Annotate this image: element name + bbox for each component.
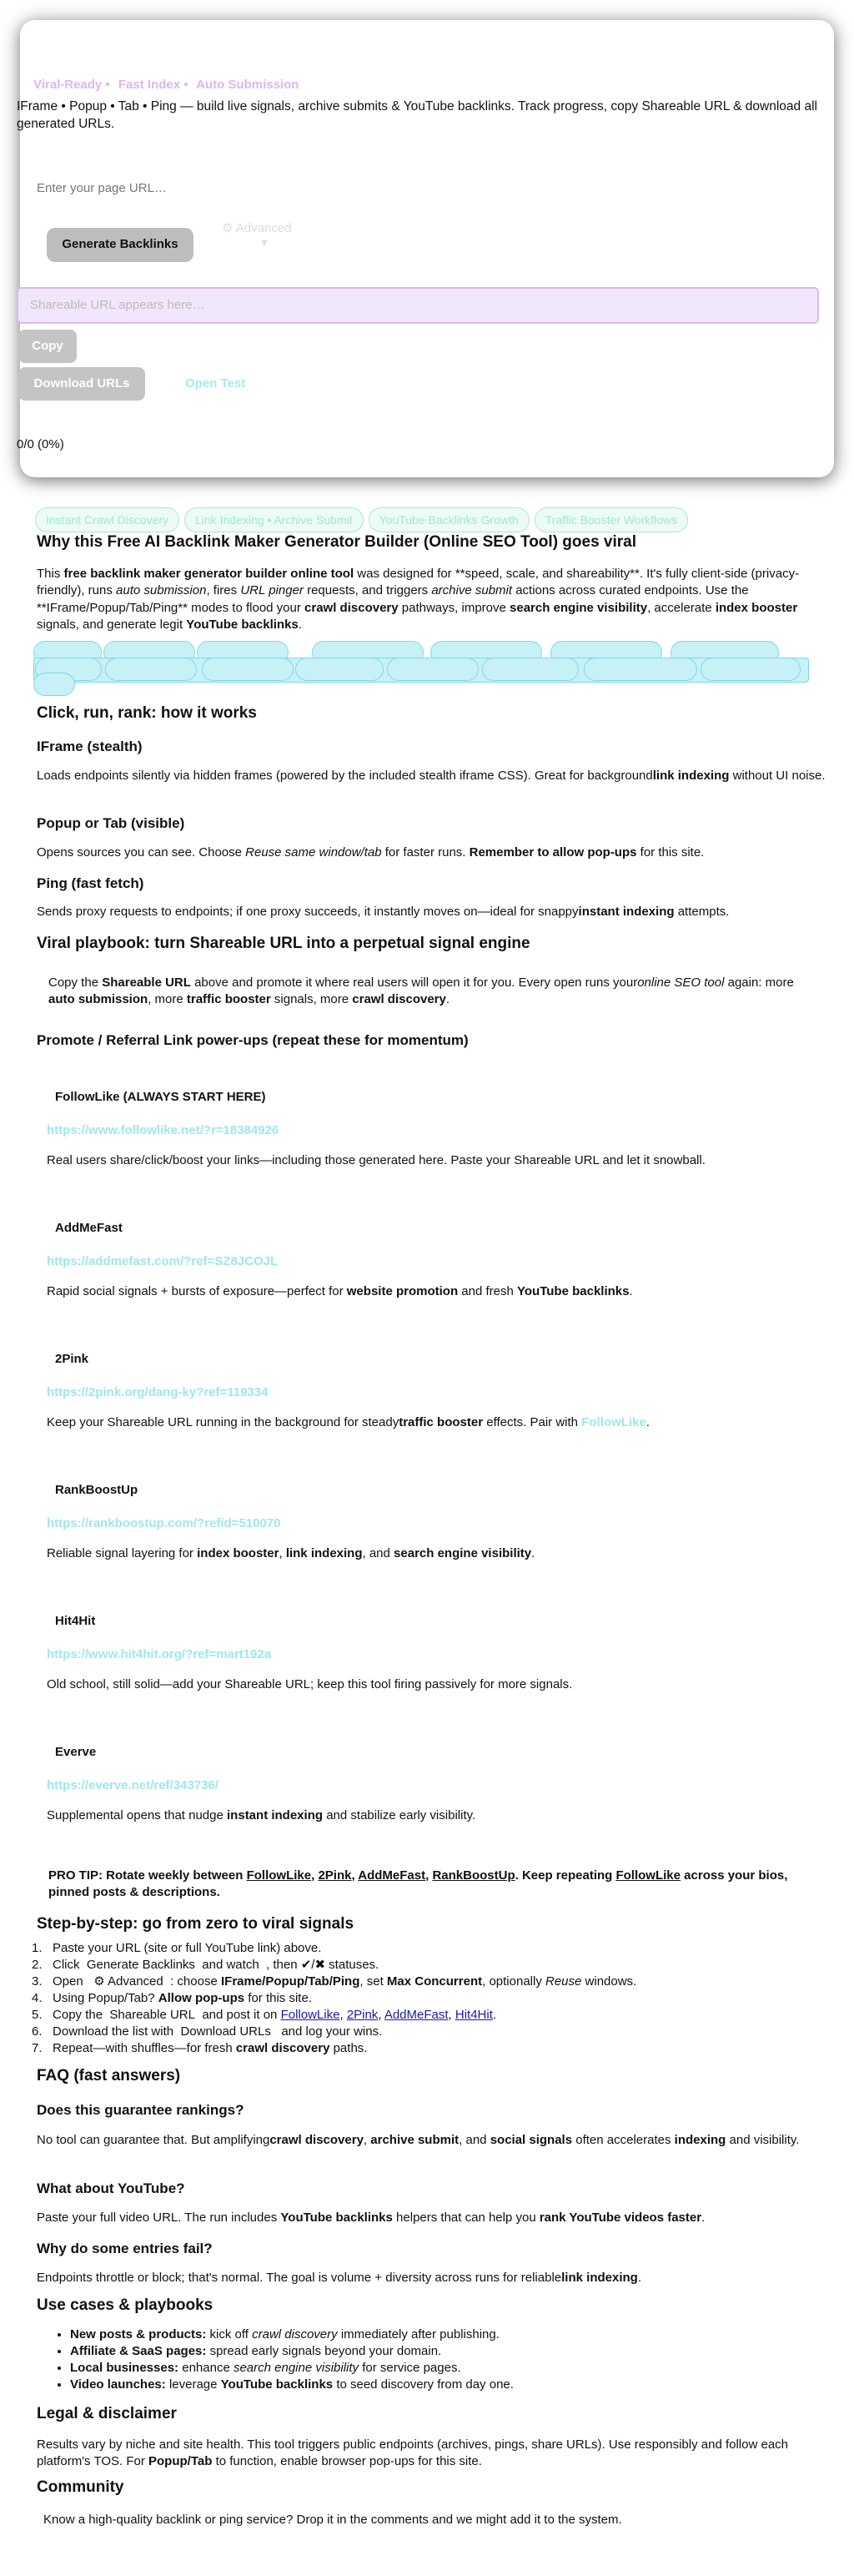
- decorative-pill: [482, 658, 579, 681]
- badge: Fast Index •: [118, 78, 188, 92]
- step-item: 6. Download the list with Download URLs and log your wins.: [32, 2024, 383, 2039]
- decorative-pill-cluster: [33, 641, 826, 696]
- promo-card-desc: Old school, still solid—add your Shareable URL; keep this tool firing passively for more signals.: [47, 1677, 573, 1691]
- decorative-pill: [105, 658, 197, 681]
- shareable-url-placeholder: Shareable URL appears here…: [30, 297, 205, 312]
- decorative-pill: [295, 658, 384, 681]
- keyword-pills: [35, 507, 688, 532]
- rankboostup-link[interactable]: RankBoostUp: [432, 1868, 515, 1883]
- faq-answer: No tool can guarantee that. But amplifyingcrawl discovery, archive submit, and social signals often accelerates indexing and visibility.: [37, 2133, 800, 2147]
- followlike-link[interactable]: FollowLike: [615, 1868, 681, 1883]
- steps-list: [32, 1940, 824, 2057]
- url-input[interactable]: [37, 175, 287, 200]
- addmefast-link[interactable]: AddMeFast: [358, 1868, 426, 1883]
- decorative-pill: [33, 673, 75, 696]
- promo-link[interactable]: https://rankboostup.com/?refid=510070: [47, 1516, 281, 1530]
- download-urls-button[interactable]: Download URLs: [18, 367, 145, 401]
- pro-tip: PRO TIP: Rotate weekly between FollowLike, 2Pink, AddMeFast, RankBoostUp. Keep repeating FollowLike across your bios, pinned posts & descriptions.: [48, 1868, 788, 1900]
- followlike-link[interactable]: FollowLike: [280, 2008, 340, 2022]
- ping-paragraph: Sends proxy requests to endpoints; if one proxy succeeds, it instantly moves on—ideal for snappyinstant indexing attempts.: [37, 905, 730, 919]
- promo-card-title: FollowLike (ALWAYS START HERE): [55, 1090, 266, 1104]
- tool-lead: IFrame • Popup • Tab • Ping — build live signals, archive submits & YouTube backlinks. Track progress, copy Shareable URL & download all generated URLs.: [17, 99, 817, 131]
- promo-card-title: RankBoostUp: [55, 1483, 138, 1497]
- community-paragraph: Know a high-quality backlink or ping service? Drop it in the comments and we might add it to the system.: [43, 2513, 622, 2527]
- viral-paragraph: Copy the Shareable URL above and promote it where real users will open it for you. Every open runs youronline SEO tool again: more auto submission, more traffic booster signals, more crawl discovery.: [48, 975, 794, 1007]
- promo-link[interactable]: https://2pink.org/dang-ky?ref=119334: [47, 1385, 269, 1399]
- promo-link[interactable]: https://addmefast.com/?ref=SZ8JCOJL: [47, 1254, 279, 1268]
- keyword-pill: YouTube Backlinks Growth: [369, 507, 530, 532]
- step-item: 3. Open ⚙ Advanced : choose IFrame/Popup/Tab/Ping, set Max Concurrent, optionally Reuse windows.: [32, 1974, 637, 1989]
- faq-question: Does this guarantee rankings?: [37, 2102, 244, 2118]
- iframe-heading: IFrame (stealth): [37, 739, 143, 754]
- steps-title: Step-by-step: go from zero to viral signals: [37, 1915, 354, 1933]
- decorative-pill: [701, 658, 801, 681]
- chevron-down-icon[interactable]: ▼: [259, 237, 269, 249]
- uses-list: [70, 2326, 821, 2393]
- promo-card-title: AddMeFast: [55, 1221, 123, 1235]
- feature-badges: [33, 77, 304, 93]
- followlike-link[interactable]: FollowLike: [581, 1415, 646, 1429]
- decorative-pill: [584, 658, 697, 681]
- promo-link[interactable]: https://www.hit4hit.org/?ref=mart192a: [47, 1647, 272, 1661]
- list-item: • Local businesses: enhance search engine visibility for service pages.: [70, 2360, 821, 2377]
- faq-title: FAQ (fast answers): [37, 2067, 181, 2084]
- promo-card-desc: Rapid social signals + bursts of exposure—perfect for website promotion and fresh YouTube backlinks.: [47, 1284, 633, 1298]
- 2pink-link[interactable]: 2Pink: [318, 1868, 352, 1883]
- 2pink-link[interactable]: 2Pink: [346, 2008, 379, 2022]
- legal-paragraph: Results vary by niche and site health. This tool triggers public endpoints (archives, pings, share URLs). Use responsibly and follow each platform's TOS. For Popup/Tab to function, enable browser pop-ups for this site.: [37, 2437, 789, 2469]
- promo-card-desc: Real users share/click/boost your links—including those generated here. Paste your Shareable URL and let it snowball.: [47, 1153, 706, 1167]
- community-title: Community: [37, 2478, 124, 2496]
- addmefast-link[interactable]: AddMeFast: [384, 2008, 449, 2022]
- keyword-pill: Instant Crawl Discovery: [35, 507, 179, 532]
- keyword-pill: Traffic Booster Workflows: [535, 507, 688, 532]
- hit4hit-link[interactable]: Hit4Hit: [455, 2008, 493, 2022]
- promo-card-title: Everve: [55, 1745, 97, 1759]
- list-item: • New posts & products: kick off crawl discovery immediately after publishing.: [70, 2326, 821, 2343]
- advanced-toggle[interactable]: ⚙ Advanced: [222, 221, 292, 235]
- followlike-link[interactable]: FollowLike: [246, 1868, 312, 1883]
- step-item: 7. Repeat—with shuffles—for fresh crawl discovery paths.: [32, 2041, 368, 2055]
- popup-paragraph: Opens sources you can see. Choose Reuse same window/tab for faster runs. Remember to allow pop-ups for this site.: [37, 845, 705, 860]
- promote-title: Promote / Referral Link power-ups (repeat these for momentum): [37, 1032, 469, 1048]
- progress-text: 0/0 (0%): [17, 437, 64, 451]
- promo-link[interactable]: https://www.followlike.net/?r=18384926: [47, 1123, 279, 1137]
- faq-answer: Endpoints throttle or block; that's normal. The goal is volume + diversity across runs for reliablelink indexing.: [37, 2271, 641, 2285]
- step-item: 4. Using Popup/Tab? Allow pop-ups for this site.: [32, 1991, 312, 2005]
- faq-question: Why do some entries fail?: [37, 2241, 213, 2256]
- open-test-link[interactable]: Open Test: [185, 376, 246, 391]
- keyword-pill: Link Indexing • Archive Submit: [184, 507, 364, 532]
- step-item: 2. Click Generate Backlinks and watch , then ✔/✖ statuses.: [32, 1958, 379, 1972]
- promo-card-title: Hit4Hit: [55, 1614, 96, 1628]
- how-title: Click, run, rank: how it works: [37, 704, 257, 722]
- shareable-url-field[interactable]: [17, 287, 819, 324]
- step-item: 5. Copy the Shareable URL and post it on FollowLike, 2Pink, AddMeFast, Hit4Hit.: [32, 2008, 497, 2022]
- promo-card-desc: Reliable signal layering for index booster, link indexing, and search engine visibility.: [47, 1546, 535, 1560]
- why-paragraph: This free backlink maker generator builder online tool was designed for **speed, scale, and shareability**. It's fully client-side (privacy-friendly), runs auto submission, fires URL pinger requests, and triggers archive submit actions across curated endpoints. Use the **IFrame/Popup/Tab/Ping** modes to flood your crawl discovery pathways, improve search engine visibility, accelerate index booster signals, and generate legit YouTube backlinks.: [37, 567, 800, 632]
- uses-title: Use cases & playbooks: [37, 2296, 214, 2314]
- ping-heading: Ping (fast fetch): [37, 875, 144, 891]
- iframe-paragraph: Loads endpoints silently via hidden frames (powered by the included stealth iframe CSS). Great for backgroundlink indexing without UI noise.: [37, 769, 826, 783]
- legal-title: Legal & disclaimer: [37, 2405, 177, 2422]
- copy-button[interactable]: Copy: [18, 330, 77, 363]
- promo-card-desc: Keep your Shareable URL running in the background for steadytraffic booster effects. Pair with FollowLike.: [47, 1415, 650, 1429]
- generate-backlinks-button[interactable]: Generate Backlinks: [47, 228, 193, 262]
- badge: Auto Submission: [196, 78, 299, 92]
- promo-link[interactable]: https://everve.net/ref/343736/: [47, 1778, 219, 1792]
- decorative-pill: [387, 658, 479, 681]
- promo-card-desc: Supplemental opens that nudge instant indexing and stabilize early visibility.: [47, 1808, 476, 1822]
- decorative-pill: [202, 658, 294, 681]
- why-title: Why this Free AI Backlink Maker Generator Builder (Online SEO Tool) goes viral: [37, 533, 637, 551]
- popup-heading: Popup or Tab (visible): [37, 815, 185, 831]
- list-item: • Affiliate & SaaS pages: spread early signals beyond your domain.: [70, 2343, 821, 2360]
- promo-card-title: 2Pink: [55, 1352, 89, 1366]
- list-item: • Video launches: leverage YouTube backlinks to seed discovery from day one.: [70, 2377, 821, 2393]
- faq-question: What about YouTube?: [37, 2180, 185, 2196]
- viral-title: Viral playbook: turn Shareable URL into a perpetual signal engine: [37, 935, 530, 952]
- step-item: 1. Paste your URL (site or full YouTube link) above.: [32, 1941, 322, 1955]
- badge: Viral-Ready •: [33, 78, 110, 92]
- faq-answer: Paste your full video URL. The run includes YouTube backlinks helpers that can help you rank YouTube videos faster.: [37, 2211, 706, 2225]
